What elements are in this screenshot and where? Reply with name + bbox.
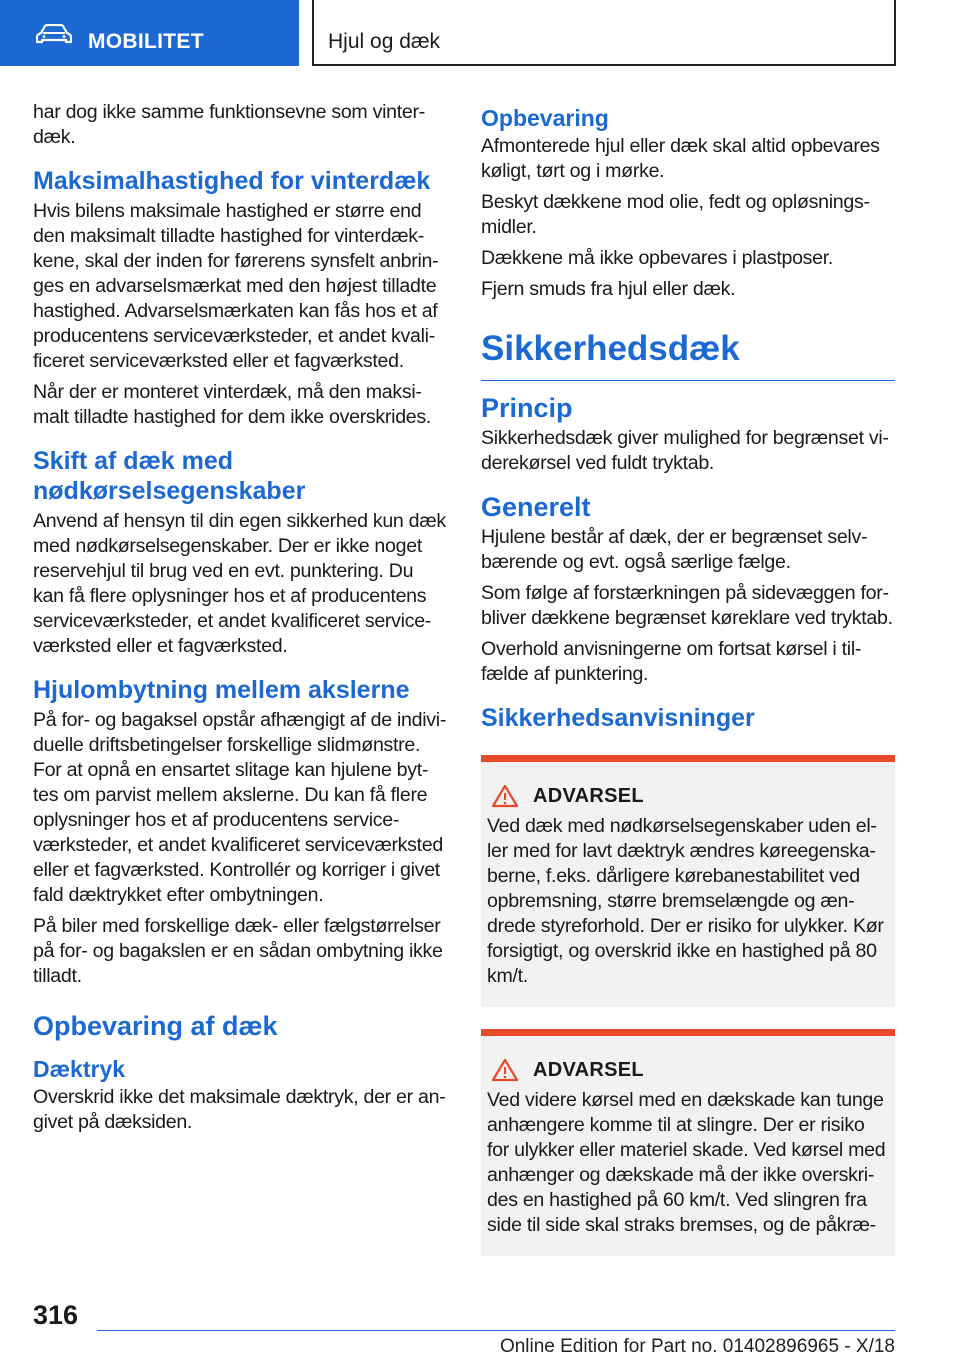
paragraph-general-1: Hjulene består af dæk, der er begrænset selv-bærende og evt. også særlige fælge. — [481, 526, 868, 573]
paragraph-general-2: Som følge af forstærkningen på sidevæggen for-bliver dækkene begrænset køreklare ved tryktab. — [481, 582, 893, 629]
warning-text: Ved videre kørsel med en dækskade kan tunge anhængere komme til at slingre. Der er risiko for ulykker eller materiel skade. Ved kørsel med anhænger og dækskade må der ikke overskri-des en hastighed på 60 km/t. Ved slingren fra side til side skal straks bremses, og de påkræ- — [487, 1089, 886, 1236]
page-number: 316 — [33, 1300, 79, 1330]
heading-max-speed: Maksimalhastighed for vinterdæk — [33, 167, 431, 195]
heading-runflat: Sikkerhedsdæk — [481, 328, 895, 381]
heading-principle: Princip — [481, 393, 573, 423]
paragraph-wheel-swap-2: På biler med forskellige dæk- eller fælgstørrelser på for- og bagakslen er en sådan ombytning ikke tilladt. — [33, 915, 443, 987]
car-icon — [36, 24, 72, 44]
heading-tire-change: Skift af dæk med nødkørselsegenskaber — [33, 447, 306, 505]
heading-wheel-swap: Hjulombytning mellem akslerne — [33, 676, 410, 704]
paragraph-storage-4: Fjern smuds fra hjul eller dæk. — [481, 278, 736, 300]
paragraph-storage-2: Beskyt dækkene mod olie, fedt og opløsnings-midler. — [481, 191, 870, 238]
warning-label: ADVARSEL — [533, 1058, 644, 1081]
heading-tire-pressure: Dæktryk — [33, 1056, 126, 1082]
section-tab[interactable] — [0, 0, 299, 66]
section-title: MOBILITET — [88, 30, 204, 53]
paragraph-wheel-swap-1: På for- og bagaksel opstår afhængigt af de indivi-duelle driftsbetingelser forskellige slidmønstre. For at opnå en ensartet slitage kan hjulene byt-tes om parvist mellem akslerne. Du kan få flere oplysninger hos et af producentens service-værksteder, et andet kvalificeret serviceværksted eller et fagværksted. Kontrollér og korriger i givet fald dæktrykket efter ombytningen. — [33, 709, 447, 906]
paragraph-max-speed-1: Hvis bilens maksimale hastighed er større end den maksimalt tilladte hastighed for vinterdæk-kene, skal der inden for førerens synsfelt anbrin-ges en advarselsmærkat med den højest tilladte hastighed. Advarselsmærkaten kan fås hos et af producentens serviceværksteder, et andet kvali-ficeret serviceværksted eller et fagværksted. — [33, 200, 439, 372]
intro-paragraph: har dog ikke samme funktionsevne som vinter-dæk. — [33, 101, 425, 148]
paragraph-tire-pressure: Overskrid ikke det maksimale dæktryk, der er an-givet på dæksiden. — [33, 1086, 446, 1133]
warning-box — [481, 755, 895, 1007]
warning-triangle-icon — [491, 1058, 519, 1082]
heading-storage: Opbevaring — [481, 105, 609, 131]
warning-box — [481, 1029, 895, 1256]
chapter-title: Hjul og dæk — [328, 30, 441, 53]
footer-edition: Online Edition for Part no. 01402896965 - X/18 — [499, 1336, 895, 1357]
warning-triangle-icon — [491, 784, 519, 808]
footer-divider — [97, 1330, 895, 1331]
heading-general: Generelt — [481, 492, 591, 522]
paragraph-principle: Sikkerhedsdæk giver mulighed for begrænset vi-derekørsel ved fuldt tryktab. — [481, 427, 889, 474]
right-column — [481, 100, 895, 1256]
paragraph-max-speed-2: Når der er monteret vinterdæk, må den maksi-malt tilladte hastighed for dem ikke overskrides. — [33, 381, 432, 428]
chapter-header — [312, 0, 896, 66]
paragraph-tire-change: Anvend af hensyn til din egen sikkerhed kun dæk med nødkørselsegenskaber. Der er ikke noget reservehjul til brug ved en evt. punktering. Du kan få flere oplysninger hos et af producentens serviceværksteder, et andet kvalificeret service-værksted eller et fagværksted. — [33, 510, 446, 657]
heading-tire-storage: Opbevaring af dæk — [33, 1011, 278, 1041]
paragraph-general-3: Overhold anvisningerne om fortsat kørsel i til-fælde af punktering. — [481, 638, 862, 685]
left-column — [33, 100, 448, 1141]
warning-label: ADVARSEL — [533, 784, 644, 807]
warning-text: Ved dæk med nødkørselsegenskaber uden el-ler med for lavt dæktryk ændres køreegenska-berne, f.eks. dårligere kørebanestabilitet ved opbremsning, større bremselængde og æn-drede styreforhold. Der er risiko for ulykker. Kør forsigtigt, og overskrid ikke en hastighed på 80 km/t. — [487, 815, 884, 987]
paragraph-storage-1: Afmonterede hjul eller dæk skal altid opbevares køligt, tørt og i mørke. — [481, 135, 880, 182]
paragraph-storage-3: Dækkene må ikke opbevares i plastposer. — [481, 247, 834, 269]
heading-safety: Sikkerhedsanvisninger — [481, 704, 755, 732]
